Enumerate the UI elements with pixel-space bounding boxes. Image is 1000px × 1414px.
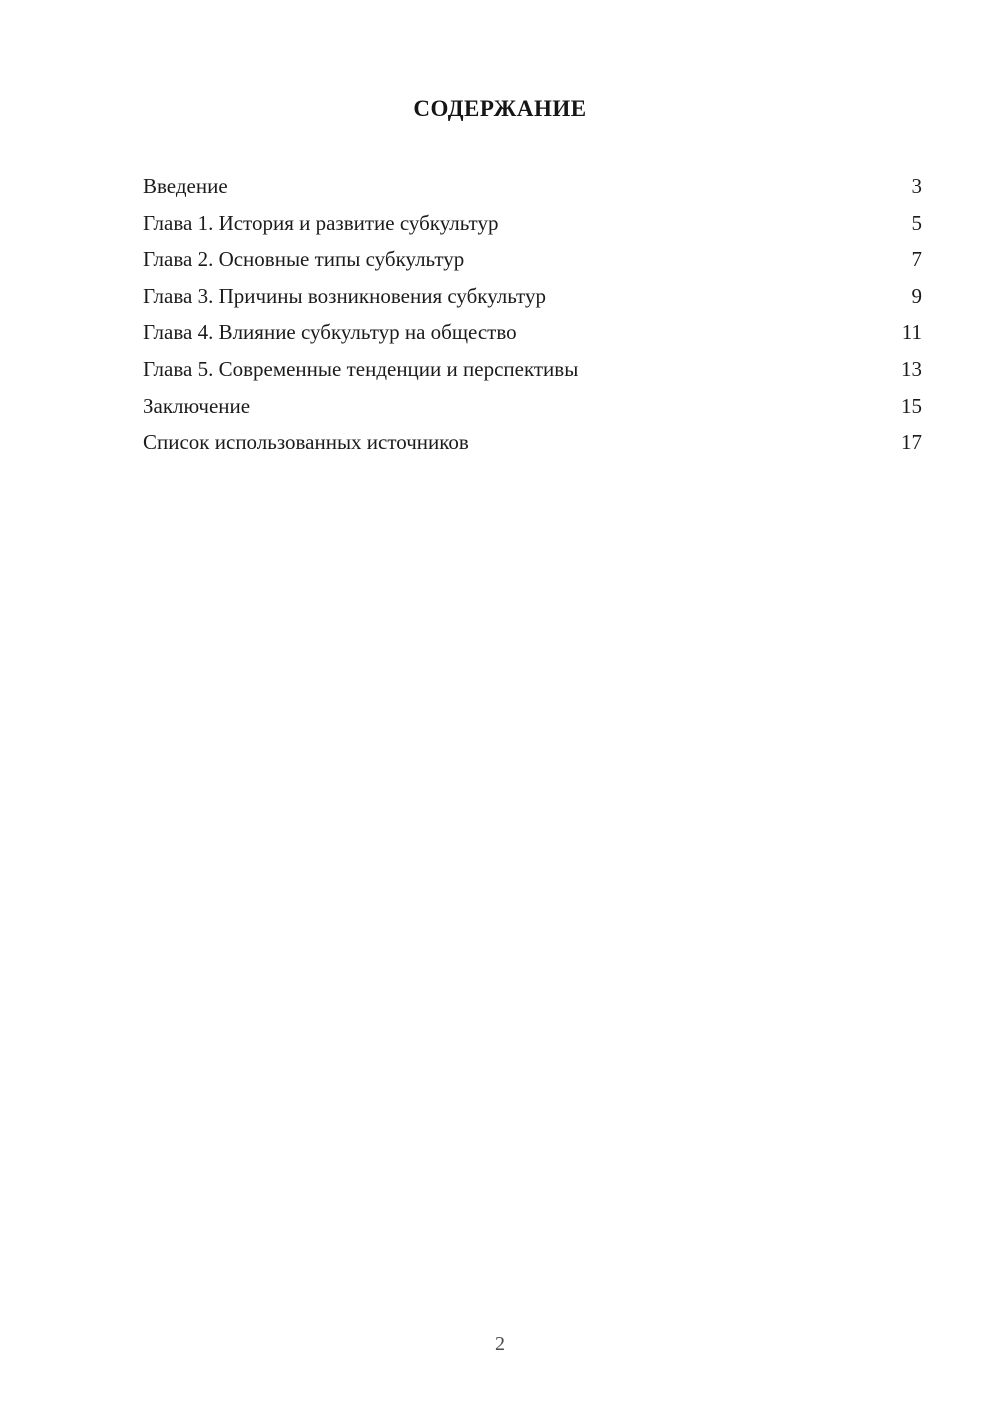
toc-entry bbox=[143, 424, 922, 461]
toc-entry-page: 17 bbox=[901, 430, 922, 455]
page-number: 2 bbox=[495, 1333, 505, 1355]
toc-entry-page: 13 bbox=[901, 356, 922, 381]
toc-entry-label: Список использованных источников bbox=[143, 430, 469, 455]
toc-entry bbox=[143, 314, 922, 351]
toc-entry-label: Глава 4. Влияние субкультур на общество bbox=[143, 320, 517, 345]
toc-entry bbox=[143, 241, 922, 278]
toc-entry bbox=[143, 388, 922, 425]
toc-list bbox=[143, 168, 922, 461]
toc-entry-label: Глава 3. Причины возникновения субкультур bbox=[143, 283, 546, 308]
toc-entry-page: 11 bbox=[901, 320, 922, 345]
toc-entry bbox=[143, 205, 922, 242]
toc-entry bbox=[143, 351, 922, 388]
toc-entry-page: 3 bbox=[911, 174, 922, 198]
toc-entry bbox=[143, 278, 922, 315]
toc-entry-label: Заключение bbox=[143, 393, 251, 418]
toc-entry bbox=[143, 168, 922, 205]
toc-entry-page: 5 bbox=[911, 210, 922, 235]
toc-entry-page: 9 bbox=[911, 283, 922, 308]
toc-entry-label: Глава 1. История и развитие субкультур bbox=[143, 210, 499, 235]
toc-entry-label: Глава 2. Основные типы субкультур bbox=[143, 247, 465, 272]
toc-entry-page: 7 bbox=[911, 247, 922, 272]
toc-entry-label: Введение bbox=[143, 174, 228, 198]
toc-entry-label: Глава 5. Современные тенденции и перспективы bbox=[143, 356, 579, 381]
toc-title: СОДЕРЖАНИЕ bbox=[413, 96, 587, 121]
toc-entry-page: 15 bbox=[901, 393, 922, 418]
